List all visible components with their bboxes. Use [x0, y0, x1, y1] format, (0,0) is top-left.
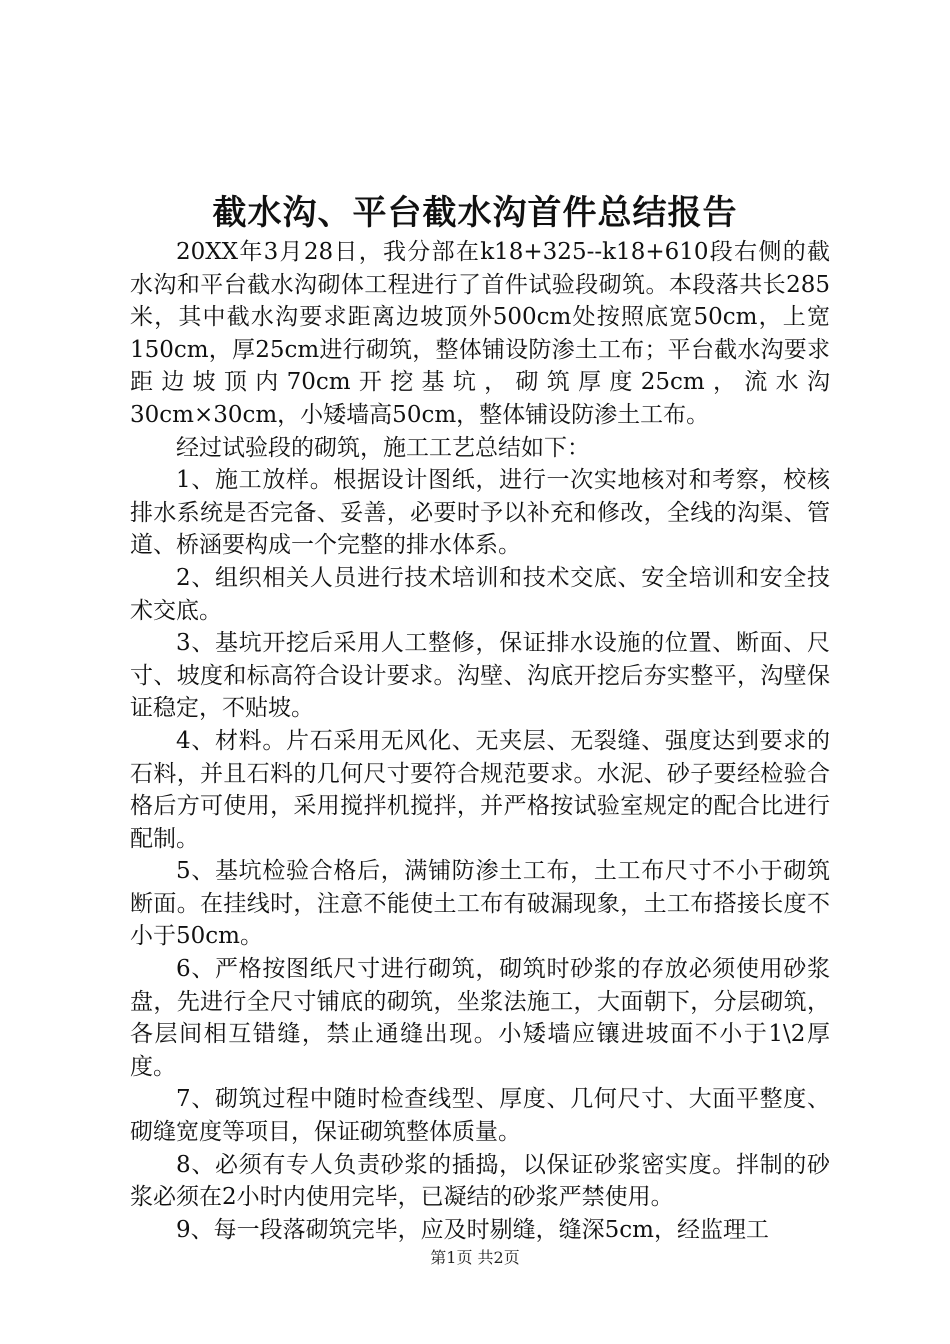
paragraph-item-8: 8、必须有专人负责砂浆的插捣，以保证砂浆密实度。拌制的砂浆必须在2小时内使用完毕，已凝结的砂浆严禁使用。: [130, 1151, 830, 1211]
paragraph-item-5: 5、基坑检验合格后，满铺防渗土工布，土工布尺寸不小于砌筑断面。在挂线时，注意不能使土工布有破漏现象，土工布搭接长度不小于50cm。: [130, 858, 830, 950]
paragraph-item-7: 7、砌筑过程中随时检查线型、厚度、几何尺寸、大面平整度、砌缝宽度等项目，保证砌筑整体质量。: [130, 1086, 830, 1146]
paragraph-item-1: 1、施工放样。根据设计图纸，进行一次实地核对和考察，校核排水系统是否完备、妥善，必要时予以补充和修改，全线的沟渠、管道、桥涵要构成一个完整的排水体系。: [130, 467, 830, 559]
document-title: 截水沟、平台截水沟首件总结报告: [212, 193, 738, 233]
paragraph-item-3: 3、基坑开挖后采用人工整修，保证排水设施的位置、断面、尺寸、坡度和标高符合设计要求。沟壁、沟底开挖后夯实整平，沟壁保证稳定，不贴坡。: [130, 630, 830, 722]
page-footer: 第1页 共2页: [430, 1248, 520, 1267]
paragraph-item-9: 9、每一段落砌筑完毕，应及时剔缝，缝深5cm，经监理工: [176, 1216, 769, 1243]
paragraph-item-6: 6、严格按图纸尺寸进行砌筑，砌筑时砂浆的存放必须使用砂浆盘，先进行全尺寸铺底的砌筑，坐浆法施工，大面朝下，分层砌筑，各层间相互错缝，禁止通缝出现。小矮墙应镶进坡面不小于1\2厚度。: [130, 956, 830, 1080]
paragraph-intro: 20XX年3月28日，我分部在k18+325--k18+610段右侧的截水沟和平台截水沟砌体工程进行了首件试验段砌筑。本段落共长285米，其中截水沟要求距离边坡顶外500cm处按照底宽50cm，上宽150cm，厚25cm进行砌筑，整体铺设防渗土工布；平台截水沟要求距边坡顶内70cm开挖基坑，砌筑厚度25cm，流水沟30cm×30cm，小矮墙高50cm，整体铺设防渗土工布。: [130, 239, 830, 428]
paragraph-summary-lead: 经过试验段的砌筑，施工工艺总结如下：: [176, 434, 590, 461]
document-body: [130, 236, 830, 1246]
paragraph-item-2: 2、组织相关人员进行技术培训和技术交底、安全培训和安全技术交底。: [130, 564, 830, 624]
paragraph-item-4: 4、材料。片石采用无风化、无夹层、无裂缝、强度达到要求的石料，并且石料的几何尺寸要符合规范要求。水泥、砂子要经检验合格后方可使用，采用搅拌机搅拌，并严格按试验室规定的配合比进行配制。: [130, 727, 830, 852]
